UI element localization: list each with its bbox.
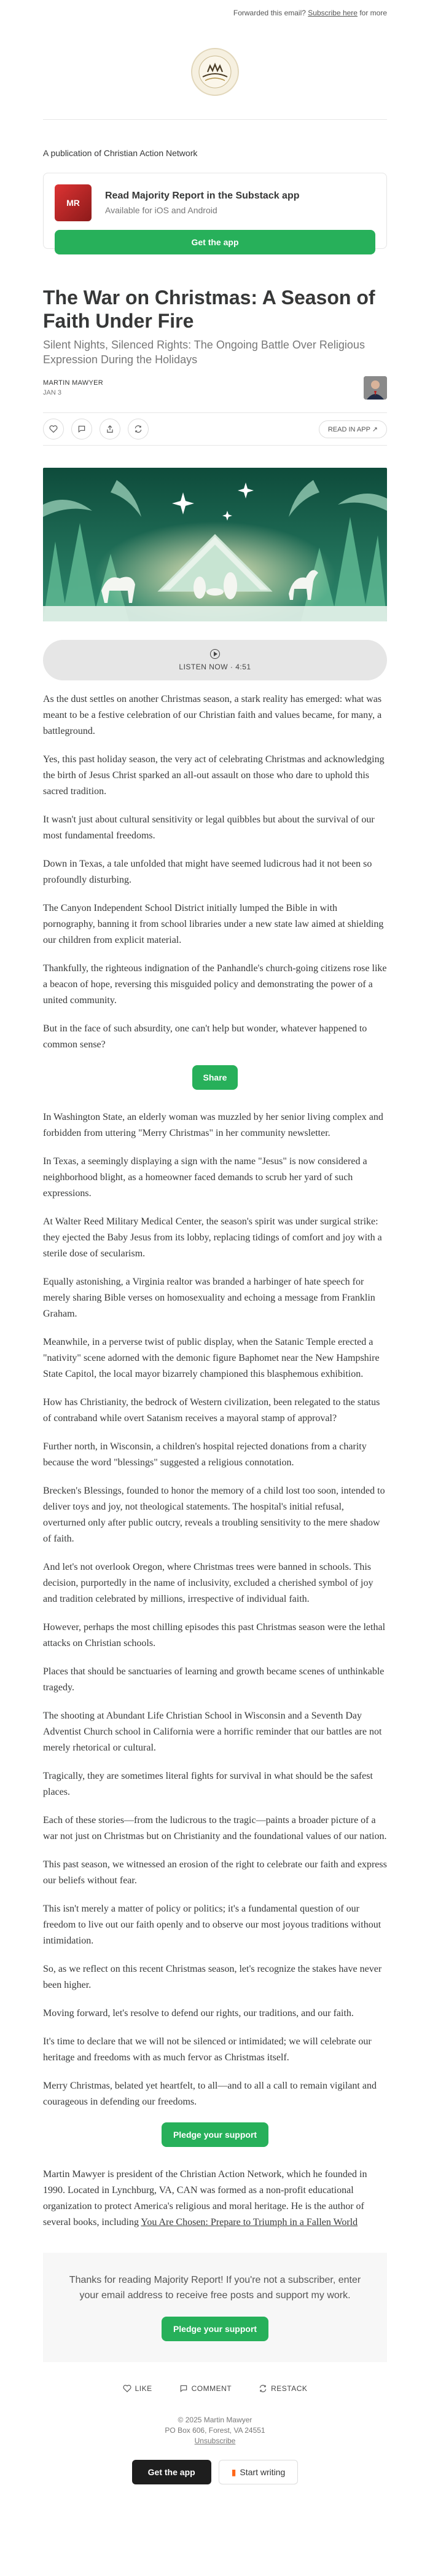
body-paragraph: Moving forward, let's resolve to defend our rights, our traditions, and our faith. [43, 2008, 354, 2019]
restack-icon [134, 425, 143, 433]
app-promo-subtitle: Available for iOS and Android [105, 205, 217, 215]
comment-icon [77, 425, 86, 433]
like-button[interactable] [43, 419, 64, 439]
body-paragraph: Further north, in Wisconsin, a children's hospital rejected donations from a charity because the word "blessings" suggested a religious connotation. [43, 1441, 367, 1468]
footer-like-button[interactable] [123, 2384, 152, 2393]
body-paragraph: Each of these stories—from the ludicrous to the tragic—paints a broader picture of a war not just on Christmas but on Christianity and the foundational values of our nation. [43, 1815, 387, 1841]
restack-button[interactable] [128, 419, 149, 439]
play-icon [210, 649, 220, 659]
book-link[interactable]: You Are Chosen: Prepare to Triumph in a Fallen World [141, 2217, 358, 2227]
comment-label: COMMENT [191, 2384, 232, 2393]
logo-badge [191, 48, 239, 96]
start-writing-label: Start writing [240, 2467, 286, 2477]
start-writing-button[interactable] [219, 2460, 299, 2484]
footer-pledge-button[interactable]: Pledge your support [162, 2317, 268, 2341]
substack-icon: ▮ [231, 2467, 237, 2477]
nativity-scene-illustration [43, 468, 387, 621]
post-subtitle: Silent Nights, Silenced Rights: The Ongoing Battle Over Religious Expression During the Holidays [43, 339, 365, 366]
subscribe-footer [43, 2253, 387, 2362]
forward-text: Forwarded this email? [233, 9, 308, 17]
heart-icon [49, 425, 58, 433]
email-container [43, 0, 387, 2484]
logo-icon [197, 53, 233, 90]
post-body [43, 691, 387, 2231]
body-paragraph: This isn't merely a matter of policy or politics; it's a fundamental question of our freedom to live out our faith openly and to observe our most joyous traditions without intimidation. [43, 1904, 381, 1946]
share-icon-button[interactable] [100, 419, 120, 439]
byline [43, 376, 387, 400]
body-paragraph: This past season, we witnessed an erosion of the right to celebrate our faith and express our beliefs without fear. [43, 1859, 387, 1886]
pledge-support-button[interactable]: Pledge your support [162, 2122, 268, 2147]
share-button[interactable]: Share [192, 1065, 238, 1090]
body-paragraph: Equally astonishing, a Virginia realtor was branded a harbinger of hate speech for merely sharing Bible verses on homosexuality and echoing a message from Franklin Graham. [43, 1277, 375, 1319]
post-title[interactable]: The War on Christmas: A Season of Faith Under Fire [43, 286, 375, 332]
body-paragraph: Places that should be sanctuaries of learning and growth became scenes of unthinkable tragedy. [43, 1666, 385, 1693]
hero-image[interactable] [43, 468, 387, 621]
body-paragraph: It wasn't just about cultural sensitivity or legal quibbles but about the survival of our most fundamental freedoms. [43, 814, 375, 841]
listen-label: LISTEN NOW · 4:51 [179, 663, 251, 671]
author-photo-icon [364, 376, 387, 400]
footer-get-app-button[interactable]: Get the app [132, 2460, 211, 2484]
app-promo-card [43, 173, 387, 249]
engagement-bar [43, 2381, 387, 2397]
bio-text: Martin Mawyer is president of the Christian Action Network, which he founded in 1990. Located in Lynchburg, VA, CAN was formed as a non-profit educational organization to protect America's religious and moral heritage. He is the author of several books, including [43, 2169, 367, 2227]
body-paragraph: So, as we reflect on this recent Christmas season, let's recognize the stakes have never been higher. [43, 1964, 382, 1990]
body-paragraph: Brecken's Blessings, founded to honor the memory of a child lost too soon, intended to deliver toys and joy, not theological statements. The hospital's initial refusal, overturned only after public outcry, reveals a troubling sensitivity to the mere shadow of faith. [43, 1486, 385, 1544]
thanks-message: Thanks for reading Majority Report! If you're not a subscriber, enter your email address to receive free posts and support my work. [69, 2275, 361, 2301]
body-paragraph: The shooting at Abundant Life Christian School in Wisconsin and a Seventh Day Adventist Church school in California were a horrific reminder that our battles are not merely rhetorical or cultural. [43, 1711, 382, 1753]
body-paragraph: But in the face of such absurdity, one can't help but wonder, whatever happened to common sense? [43, 1023, 367, 1050]
forward-notice [43, 0, 387, 26]
body-paragraph: Merry Christmas, belated yet heartfelt, to all—and to all a call to remain vigilant and courageous in defending our freedoms. [43, 2081, 377, 2107]
copyright: © 2025 Martin Mawyer [178, 2416, 252, 2424]
body-paragraph: In Texas, a seemingly displaying a sign with the name "Jesus" is now considered a neighborhood blight, as a homeowner faced demands to scrub her yard of such expressions. [43, 1156, 367, 1199]
app-icon: MR [55, 184, 92, 221]
like-label: LIKE [135, 2384, 152, 2393]
publication-line: A publication of Christian Action Network [43, 148, 198, 158]
body-paragraph: Thankfully, the righteous indignation of the Panhandle's church-going citizens rose like a beacon of hope, reversing this misguided policy and demonstrating the power of a united community. [43, 963, 387, 1006]
get-app-button[interactable]: Get the app [55, 230, 375, 254]
mailing-address: PO Box 606, Forest, VA 24551 [165, 2426, 265, 2435]
body-paragraph: The Canyon Independent School District initially lumped the Bible in with pornography, banning it from school libraries under a new state law aimed at shielding our children from explicit material. [43, 903, 384, 945]
footer-address [43, 2415, 387, 2446]
footer-comment-button[interactable] [179, 2384, 232, 2393]
body-paragraph: How has Christianity, the bedrock of Western civilization, been relegated to the status of contraband while overt Satanism receives a mayoral stamp of approval? [43, 1397, 380, 1424]
body-paragraph: Yes, this past holiday season, the very act of celebrating Christmas and acknowledging the birth of Jesus Christ sparked an all-out assault on those who dare to uphold this sacred tradition. [43, 754, 385, 797]
forward-suffix: for more [357, 9, 387, 17]
post-actions-bar [43, 412, 387, 446]
body-paragraph: It's time to declare that we will not be silenced or intimidated; we will celebrate our heritage and freedoms with as much fervor as Christmas itself. [43, 2036, 372, 2063]
author-bio [43, 2167, 387, 2231]
body-paragraph: At Walter Reed Military Medical Center, the season's spirit was under surgical strike: they ejected the Baby Jesus from its lobby, replacing tidings of comfort and joy with a sterile dose of secularism. [43, 1216, 382, 1259]
body-paragraph: Down in Texas, a tale unfolded that might have seemed ludicrous had it not been so profoundly disturbing. [43, 859, 372, 885]
body-paragraph: Meanwhile, in a perverse twist of public display, when the Satanic Temple erected a "nativity" scene adorned with the demonic figure Baphomet near the New Hampshire State Capitol, the local mayor bizarrely championed this blasphemous exhibition. [43, 1337, 380, 1379]
restack-icon [259, 2384, 267, 2393]
publication-logo[interactable] [43, 48, 387, 97]
body-paragraph: Tragically, they are sometimes literal fights for survival in what should be the safest places. [43, 1771, 373, 1797]
post-date: JAN 3 [43, 389, 61, 396]
footer-cta-row [43, 2460, 387, 2484]
body-paragraph: In Washington State, an elderly woman was muzzled by her senior living complex and forbidden from uttering "Merry Christmas" in her community newsletter. [43, 1112, 383, 1138]
restack-label: RESTACK [271, 2384, 308, 2393]
share-icon [106, 425, 114, 433]
read-in-app-button[interactable]: READ IN APP ↗ [319, 420, 387, 438]
listen-now-player[interactable] [43, 640, 387, 680]
comment-icon [179, 2384, 188, 2393]
footer-restack-button[interactable] [259, 2384, 307, 2393]
divider [43, 119, 387, 120]
comment-button[interactable] [71, 419, 92, 439]
app-promo-title: Read Majority Report in the Substack app [105, 191, 300, 201]
body-paragraph: And let's not overlook Oregon, where Christmas trees were banned in schools. This decision, purportedly in the name of inclusivity, excluded a cherished symbol of joy and tradition celebrated by millions, irrespective of individual faith. [43, 1562, 373, 1604]
heart-icon [123, 2384, 131, 2393]
body-paragraph: As the dust settles on another Christmas season, a stark reality has emerged: what was meant to be a festive celebration of our Christian faith and values became, for many, a battleground. [43, 694, 382, 736]
unsubscribe-link[interactable]: Unsubscribe [194, 2436, 236, 2445]
subscribe-link[interactable]: Subscribe here [308, 9, 358, 17]
avatar[interactable] [364, 376, 387, 400]
body-paragraph: However, perhaps the most chilling episodes this past Christmas season were the lethal attacks on Christian schools. [43, 1622, 386, 1648]
author-name[interactable]: MARTIN MAWYER [43, 379, 104, 387]
